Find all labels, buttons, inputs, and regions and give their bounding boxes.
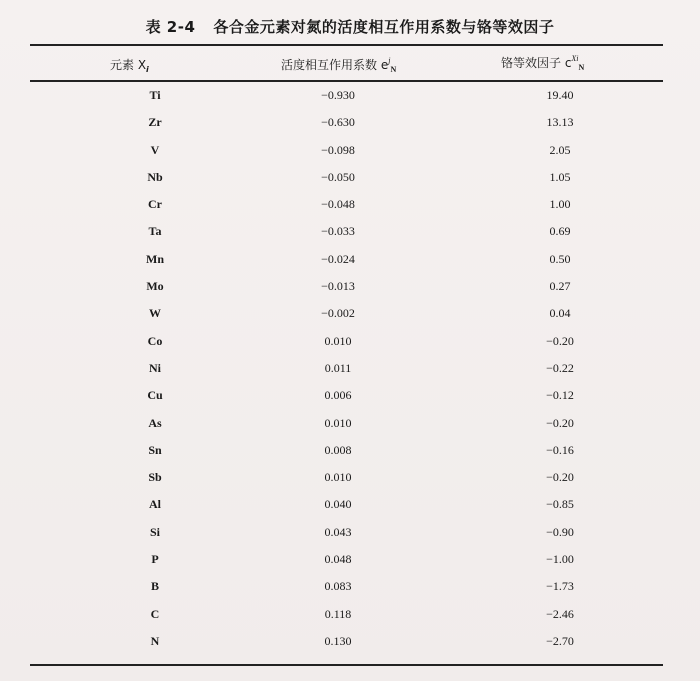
- table-row: [30, 197, 663, 224]
- header-interaction-label: 活度相互作用系数 e: [281, 58, 389, 72]
- interaction-coefficient-cell: 0.130: [324, 633, 352, 648]
- header-element: [110, 56, 149, 74]
- table-row: [30, 252, 663, 279]
- cr-equivalent-cell: 2.05: [549, 142, 571, 157]
- interaction-coefficient-cell: −0.033: [321, 224, 355, 239]
- element-cell: Nb: [147, 169, 163, 184]
- cr-equivalent-cell: −0.20: [546, 333, 574, 348]
- element-cell: Cr: [148, 197, 162, 212]
- interaction-coefficient-cell: −0.002: [321, 306, 355, 321]
- element-cell: C: [150, 606, 160, 621]
- header-interaction-sup: j: [388, 56, 391, 65]
- table-row: [30, 279, 663, 306]
- header-cr-equiv-sub: N: [578, 63, 585, 72]
- table-row: [30, 497, 663, 524]
- cr-equivalent-cell: −2.70: [546, 633, 574, 648]
- element-cell: P: [151, 552, 159, 567]
- cr-equivalent-cell: −1.00: [546, 552, 574, 567]
- element-cell: Zr: [148, 115, 162, 130]
- cr-equivalent-cell: −0.22: [546, 360, 574, 375]
- interaction-coefficient-cell: 0.006: [324, 388, 352, 403]
- cr-equivalent-cell: −0.12: [546, 388, 574, 403]
- table-row: [30, 388, 663, 415]
- table-row: [30, 443, 663, 470]
- table-row: [30, 170, 663, 197]
- interaction-coefficient-cell: 0.010: [324, 470, 352, 485]
- element-cell: Mo: [146, 279, 164, 294]
- cr-equivalent-cell: 1.00: [549, 197, 571, 212]
- table-caption: [0, 16, 700, 37]
- interaction-coefficient-cell: −0.050: [321, 169, 355, 184]
- table-row: [30, 552, 663, 579]
- element-cell: B: [150, 579, 159, 594]
- interaction-coefficient-cell: 0.010: [324, 333, 352, 348]
- element-cell: V: [150, 142, 160, 157]
- interaction-coefficient-cell: −0.630: [321, 115, 355, 130]
- table-row: [30, 224, 663, 251]
- interaction-coefficient-cell: 0.048: [324, 552, 352, 567]
- cr-equivalent-cell: −1.73: [546, 579, 574, 594]
- header-cr-equiv: [501, 54, 584, 72]
- table-number: 表 2-4: [145, 18, 196, 36]
- header-element-subscript: i: [146, 65, 149, 74]
- table-row: [30, 115, 663, 142]
- table-row: [30, 579, 663, 606]
- element-cell: Sb: [148, 470, 162, 485]
- interaction-coefficient-cell: 0.008: [324, 442, 352, 457]
- table-row: [30, 416, 663, 443]
- cr-equivalent-cell: −2.46: [546, 606, 574, 621]
- element-cell: Mn: [146, 251, 164, 266]
- element-cell: As: [148, 415, 162, 430]
- table-row: [30, 470, 663, 497]
- element-cell: Co: [147, 333, 163, 348]
- header-cr-equiv-sup: Xi: [571, 54, 579, 63]
- cr-equivalent-cell: −0.20: [546, 415, 574, 430]
- header-interaction: [281, 56, 396, 74]
- interaction-coefficient-cell: −0.013: [321, 279, 355, 294]
- cr-equivalent-cell: −0.90: [546, 524, 574, 539]
- cr-equivalent-cell: 0.50: [549, 251, 571, 266]
- cr-equivalent-cell: −0.20: [546, 470, 574, 485]
- interaction-coefficient-cell: 0.118: [324, 606, 352, 621]
- element-cell: Ta: [148, 224, 162, 239]
- interaction-coefficient-cell: −0.098: [321, 142, 355, 157]
- header-cr-equiv-symbol: [571, 55, 584, 70]
- header-interaction-sub: N: [390, 65, 397, 74]
- cr-equivalent-cell: 0.27: [549, 279, 571, 294]
- element-cell: W: [149, 306, 161, 321]
- interaction-coefficient-cell: 0.083: [324, 579, 352, 594]
- header-element-label: 元素 X: [110, 58, 147, 72]
- table-row: [30, 525, 663, 552]
- element-cell: N: [150, 633, 160, 648]
- header-rule: [30, 80, 663, 82]
- element-cell: Cu: [147, 388, 163, 403]
- interaction-coefficient-cell: 0.040: [324, 497, 352, 512]
- element-cell: Ti: [149, 88, 161, 102]
- bottom-rule: [30, 664, 663, 666]
- element-cell: Al: [149, 497, 161, 512]
- table-row: [30, 634, 663, 661]
- cr-equivalent-cell: 0.69: [549, 224, 571, 239]
- cr-equivalent-cell: 0.04: [549, 306, 571, 321]
- table-row: [30, 88, 663, 115]
- table-header: [30, 52, 663, 78]
- table-title: 各合金元素对氮的活度相互作用系数与铬等效因子: [213, 18, 555, 36]
- table-row: [30, 143, 663, 170]
- cr-equivalent-cell: 19.40: [546, 88, 574, 102]
- interaction-coefficient-cell: −0.024: [321, 251, 355, 266]
- table-body: [30, 88, 663, 661]
- cr-equivalent-cell: −0.85: [546, 497, 574, 512]
- interaction-coefficient-cell: 0.043: [324, 524, 352, 539]
- header-cr-equiv-label: 铬等效因子 c: [501, 56, 572, 70]
- cr-equivalent-cell: 13.13: [546, 115, 574, 130]
- table-row: [30, 361, 663, 388]
- interaction-coefficient-cell: 0.010: [324, 415, 352, 430]
- element-cell: Si: [149, 524, 160, 539]
- header-interaction-symbol: [388, 57, 396, 72]
- top-rule: [30, 44, 663, 46]
- cr-equivalent-cell: 1.05: [549, 169, 571, 184]
- cr-equivalent-cell: −0.16: [546, 442, 574, 457]
- table-row: [30, 607, 663, 634]
- interaction-coefficient-cell: 0.011: [324, 360, 352, 375]
- element-cell: Ni: [149, 360, 161, 375]
- interaction-coefficient-cell: −0.930: [321, 88, 355, 102]
- interaction-coefficient-cell: −0.048: [321, 197, 355, 212]
- table-row: [30, 334, 663, 361]
- table-row: [30, 306, 663, 333]
- element-cell: Sn: [148, 442, 162, 457]
